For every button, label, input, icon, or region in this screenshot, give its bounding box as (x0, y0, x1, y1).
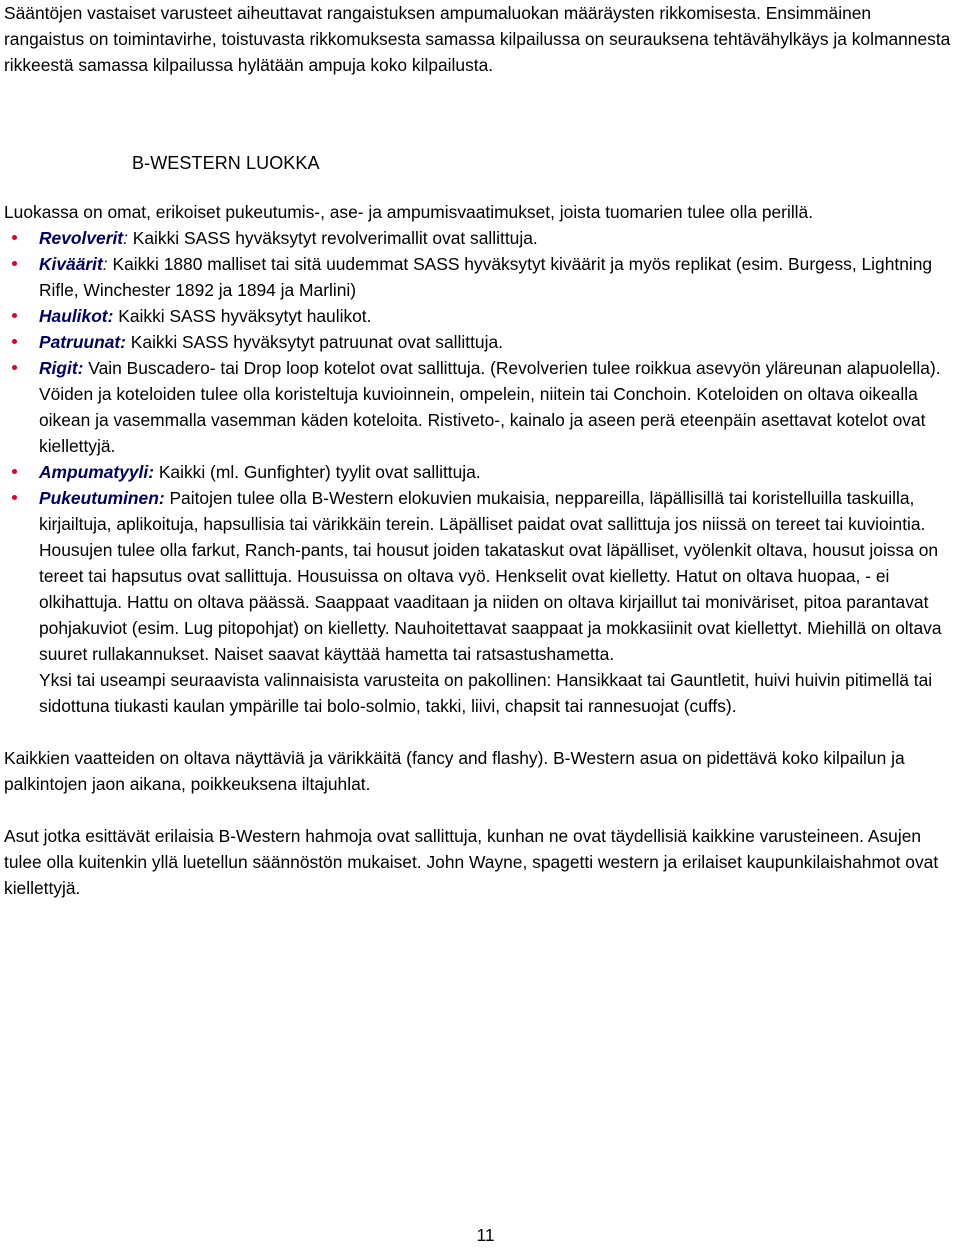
item-term-separator: : (123, 228, 128, 248)
character-paragraph: Asut jotka esittävät erilaisia B-Western hahmoja ovat sallittuja, kunhan ne ovat täydellisiä kaikkine varusteineen. Asujen tulee olla kuitenkin yllä luetellun säännöstön mukaiset. John Wayne, spagetti western ja erilaiset kaupunkilaishahmot ovat kiellettyjä. (4, 826, 939, 898)
item-term: Pukeutuminen: (39, 488, 165, 508)
item-text: Kaikki SASS hyväksytyt haulikot. (113, 306, 372, 326)
rules-list (4, 225, 956, 667)
item-term: Revolverit (39, 228, 124, 248)
item-term: Rigit: (39, 358, 84, 378)
intro-paragraph: Sääntöjen vastaiset varusteet aiheuttavat rangaistuksen ampumaluokan määräysten rikkomisesta. Ensimmäinen rangaistus on toimintavirhe, toistuvasta rikkomuksesta samassa kilpailussa on seurauksena tehtävähylkäys ja kolmannesta rikkeestä samassa kilpailussa hylätään ampuja koko kilpailusta. (4, 3, 951, 75)
list-item (4, 251, 956, 303)
item-text: Kaikki SASS hyväksytyt revolverimallit ovat sallittuja. (127, 228, 538, 248)
bullet-icon (12, 313, 17, 318)
item-term: Patruunat: (39, 332, 126, 352)
list-item (4, 225, 956, 251)
item-text: Paitojen tulee olla B-Western elokuvien mukaisia, neppareilla, läpällisillä tai koristelluilla taskuilla, kirjailtuja, aplikoituja, hapsullisia tai värikkäin terein. Läpälliset paidat ovat sallittuja jos niissä on tereet tai kuviointia. Housujen tulee olla farkut, Ranch-pants, tai housut joiden takataskut ovat läpälliset, vyölenkit oltava, housut joissa on tereet tai hapsutus ovat sallittuja. Housuissa on oltava vyö. Henkselit ovat kielletty. Hatut on oltava huopaa, - ei olkihattuja. Hattu on oltava päässä. Saappaat vaaditaan ja niiden on oltava kirjaillut tai moniväriset, pitoa parantavat pohjakuviot (esim. Lug pitopohjat) on kielletty. Nauhoitettavat saappaat ja mokkasiinit ovat kiellettyt. Miehillä on oltava suuret rullakannukset. Naiset saavat käyttää hametta tai ratsastushametta. (39, 488, 942, 664)
list-item (4, 329, 956, 355)
list-item (4, 485, 956, 667)
section-heading: B-WESTERN LUOKKA (132, 153, 320, 173)
lead-paragraph: Luokassa on omat, erikoiset pukeutumis-, ase- ja ampumisvaatimukset, joista tuomarien tulee olla perillä. (4, 202, 814, 222)
bullet-icon (12, 235, 17, 240)
list-item (4, 303, 956, 329)
item-term: Haulikot: (39, 306, 114, 326)
bullet-icon (12, 339, 17, 344)
item-term: Kiväärit (39, 254, 103, 274)
bullet-icon (12, 469, 17, 474)
item-term: Ampumatyyli: (39, 462, 154, 482)
optional-gear-paragraph: Yksi tai useampi seuraavista valinnaisista varusteita on pakollinen: Hansikkaat tai Gauntletit, huivi huivin pitimellä tai sidottuna tiukasti kaulan ympärille tai bolo-solmio, takki, liivi, chapsit tai rannesuojat (cuffs). (39, 670, 933, 716)
item-text: Kaikki SASS hyväksytyt patruunat ovat sallittuja. (125, 332, 503, 352)
clothing-paragraph: Kaikkien vaatteiden on oltava näyttäviä ja värikkäitä (fancy and flashy). B-Western asua on pidettävä koko kilpailun ja palkintojen jaon aikana, poikkeuksena iltajuhlat. (4, 748, 905, 794)
item-text: Kaikki 1880 malliset tai sitä uudemmat SASS hyväksytyt kiväärit ja myös replikat (esim. Burgess, Lightning Rifle, Winchester 1892 ja 1894 ja Marlini) (39, 254, 933, 300)
list-item (4, 355, 956, 459)
bullet-icon (12, 261, 17, 266)
document-page (4, 0, 956, 901)
bullet-icon (12, 365, 17, 370)
item-text: Vain Buscadero- tai Drop loop kotelot ovat sallittuja. (Revolverien tulee roikkua asevyön yläreunan alapuolella). Vöiden ja koteloiden tulee olla koristeltuja kuvioinnein, ompelein, niitein tai Conchoin. Koteloiden on oltava oikealla oikean ja vasemmalla vasemman käden koteloita. Ristiveto-, kainalo ja aseen perä eteenpäin asettavat kotelot ovat kiellettyjä. (39, 358, 941, 456)
page-number: 11 (476, 1225, 495, 1245)
item-text: Kaikki (ml. Gunfighter) tyylit ovat sallittuja. (154, 462, 481, 482)
list-item (4, 459, 956, 485)
bullet-icon (12, 495, 17, 500)
item-term-separator: : (102, 254, 108, 274)
